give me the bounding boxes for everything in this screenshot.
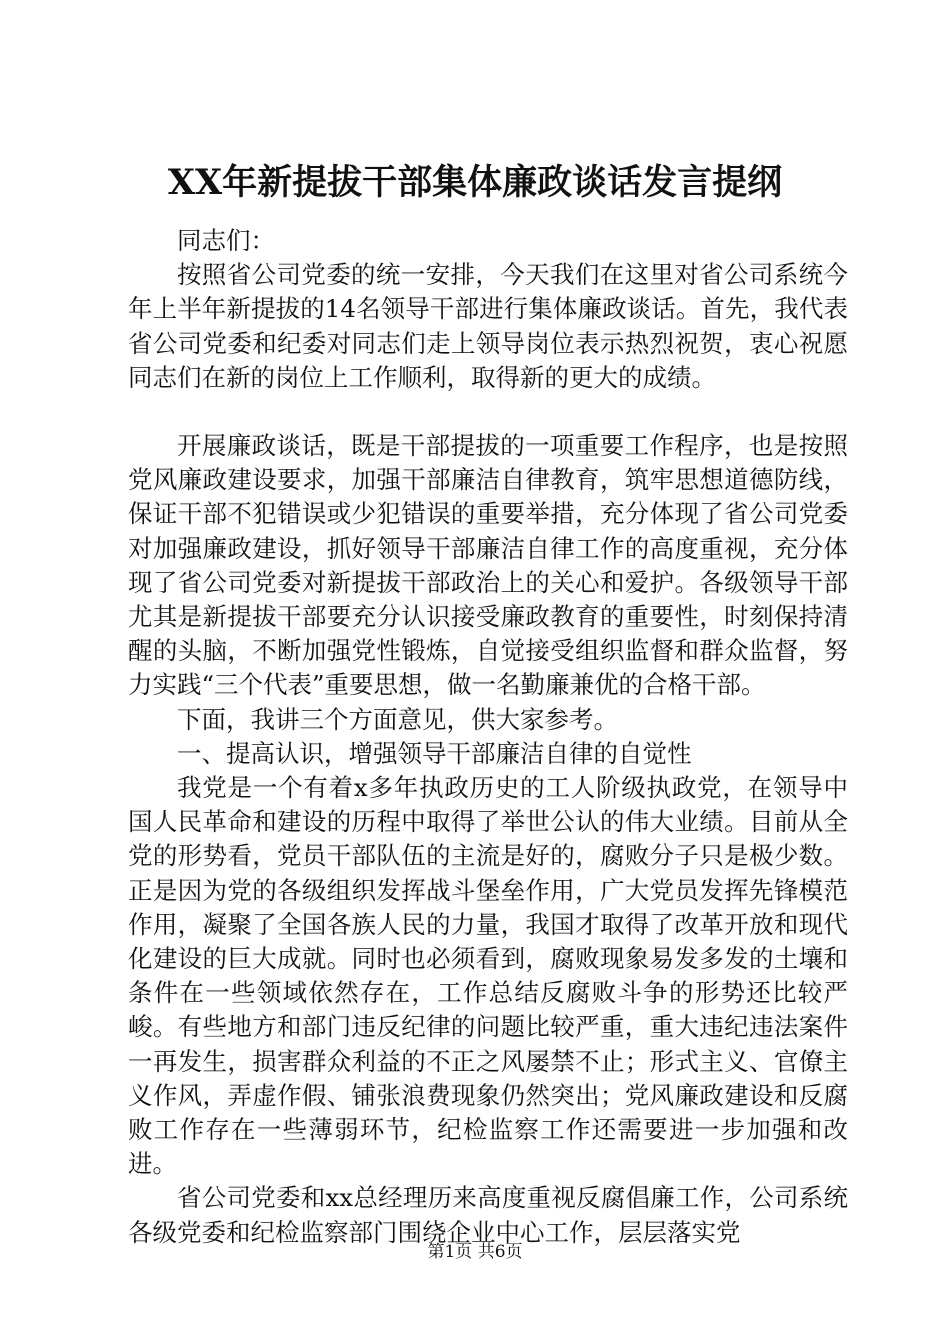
transition-paragraph: 下面，我讲三个方面意见，供大家参考。 xyxy=(177,704,618,734)
purpose-paragraph: 开展廉政谈话，既是干部提拔的一项重要工作程序，也是按照党风廉政建设要求，加强干部廉洁自律教育，筑牢思想道德防线，保证干部不犯错误或少犯错误的重要举措，充分体现了省公司党委对加强廉政建设，抓好领导干部廉洁自律工作的高度重视，充分体现了省公司党委对新提拔干部政治上的关心和爱护。各级领导干部尤其是新提拔干部要充分认识接受廉政教育的重要性，时刻保持清醒的头脑，不断加强党性锻炼，自觉接受组织监督和群众监督，努力实践“三个代表”重要思想，做一名勤廉兼优的合格干部。 xyxy=(128,431,848,700)
opening-paragraph: 按照省公司党委的统一安排，今天我们在这里对省公司系统今年上半年新提拔的14名领导干部进行集体廉政谈话。首先，我代表省公司党委和纪委对同志们走上领导岗位表示热烈祝贺，衷心祝愿同志们在新的岗位上工作顺利，取得新的更大的成绩。 xyxy=(128,260,848,392)
section-heading-1: 一、提高认识，增强领导干部廉洁自律的自觉性 xyxy=(177,738,692,768)
document-title: XX年新提拔干部集体廉政谈话发言提纲 xyxy=(167,162,783,203)
page-number-footer: 第1页 共6页 xyxy=(427,1242,523,1262)
document-body xyxy=(128,224,848,1250)
salutation-paragraph: 同志们： xyxy=(177,226,275,255)
section-1-paragraph: 我党是一个有着x多年执政历史的工人阶级执政党，在领导中国人民革命和建设的历程中取得了举世公认的伟大业绩。目前从全党的形势看，党员干部队伍的主流是好的，腐败分子只是极少数。正是因为党的各级组织发挥战斗堡垒作用，广大党员发挥先锋模范作用，凝聚了全国各族人民的力量，我国才取得了改革开放和现代化建设的巨大成就。同时也必须看到，腐败现象易发多发的土壤和条件在一些领域依然存在，工作总结反腐败斗争的形势还比较严峻。有些地方和部门违反纪律的问题比较严重，重大违纪违法案件一再发生，损害群众利益的不正之风屡禁不止；形式主义、官僚主义作风，弄虚作假、铺张浪费现象仍然突出；党风廉政建设和反腐败工作存在一些薄弱环节，纪检监察工作还需要进一步加强和改进。 xyxy=(128,773,848,1179)
section-1-paragraph-continued: 省公司党委和xx总经理历来高度重视反腐倡廉工作，公司系统各级党委和纪检监察部门围绕企业中心工作，层层落实党 xyxy=(128,1183,848,1247)
